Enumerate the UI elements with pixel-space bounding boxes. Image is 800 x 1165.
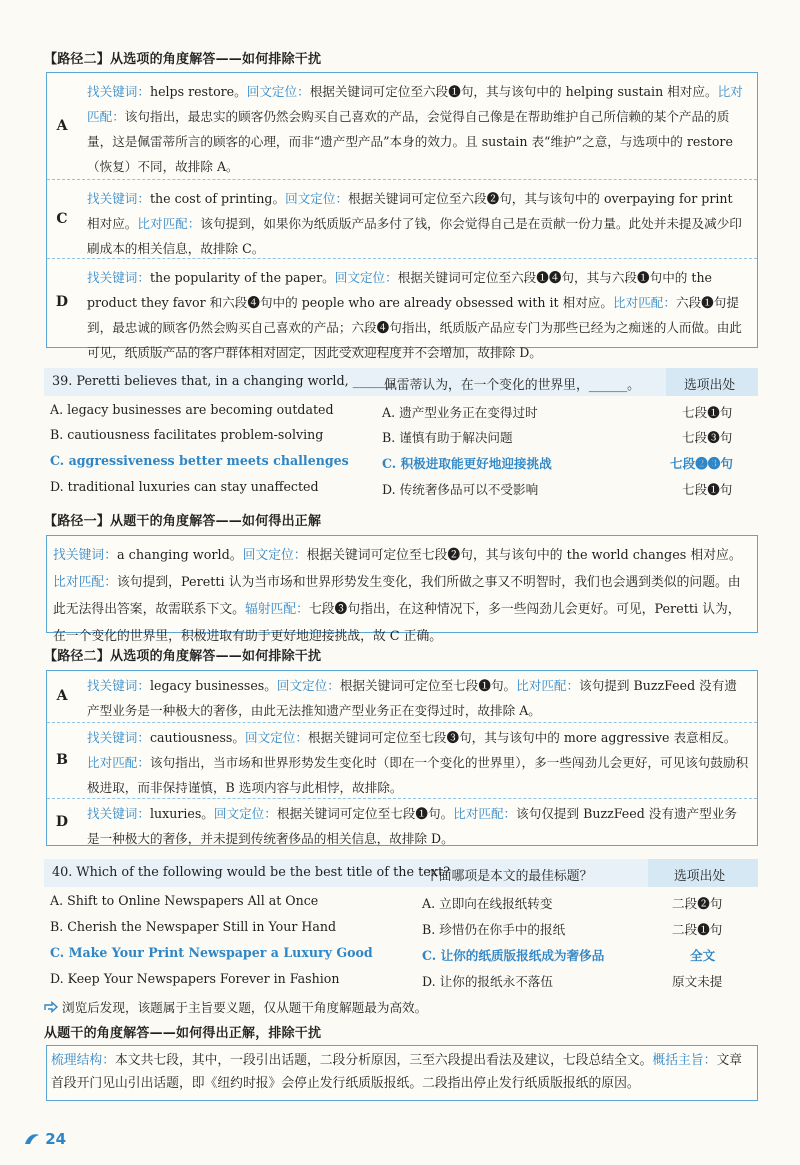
option-row bbox=[50, 893, 760, 915]
compare-text: 该句指出，最忠实的顾客仍然会购买自己喜欢的产品，会觉得自己像是在帮助维护自己所信赖的某个产品的质量，这是佩雷蒂所言的顾客的心理，而非“遗产型产品”本身的效力。且 sustain 表“维护”之意，与选项中的 restore（恢复）不同，故排除 A。 bbox=[87, 109, 733, 174]
label-keyword: 找关键词： bbox=[87, 270, 150, 285]
locate-text: 根据关键词可定位至七段❷句，其与该句中的 the world changes 相对应。 bbox=[306, 548, 742, 563]
label-locate: 回文定位： bbox=[242, 548, 307, 563]
locate-text: 根据关键词可定位至七段❶句。 bbox=[339, 678, 517, 693]
option-row bbox=[50, 479, 760, 501]
question-40-stem-row bbox=[44, 859, 758, 887]
option-source: 七段❸句 bbox=[682, 430, 733, 445]
label-locate: 回文定位： bbox=[276, 678, 340, 693]
option-cn: A. 遗产型业务正在变得过时 bbox=[382, 405, 538, 420]
option-letter: A bbox=[56, 117, 68, 134]
keyword-text: the cost of printing。 bbox=[149, 191, 286, 206]
label-keyword: 找关键词： bbox=[87, 806, 150, 821]
label-keyword: 找关键词： bbox=[87, 678, 150, 693]
analysis-row bbox=[47, 259, 757, 360]
structure-text: 本文共七段，其中，一段引出话题，二段分析原因，三至六段提出看法及建议，七段总结全文。 bbox=[114, 1053, 653, 1068]
keyword-text: legacy businesses。 bbox=[149, 678, 277, 693]
option-en: B. Cherish the Newspaper Still in Your Hand bbox=[50, 919, 337, 934]
label-compare: 比对匹配： bbox=[137, 216, 201, 231]
option-en: D. traditional luxuries can stay unaffected bbox=[50, 479, 319, 494]
question-39-stem-row bbox=[44, 368, 758, 396]
label-structure: 梳理结构： bbox=[51, 1053, 115, 1068]
section-header-path1: 【路径一】从题干的角度解答——如何得出正解 bbox=[44, 514, 322, 529]
source-header-cell bbox=[666, 368, 758, 396]
hand-pointer-icon bbox=[44, 1001, 58, 1013]
option-source: 二段❶句 bbox=[672, 922, 723, 937]
option-row bbox=[50, 919, 760, 941]
option-letter: D bbox=[55, 294, 69, 310]
structure-summary-box bbox=[46, 1045, 758, 1101]
page-number bbox=[24, 1130, 66, 1148]
option-source: 全文 bbox=[690, 948, 716, 963]
label-compare: 比对匹配： bbox=[613, 295, 676, 310]
option-source: 原文未提 bbox=[672, 974, 723, 989]
option-source: 二段❷句 bbox=[672, 896, 723, 911]
option-cn: D. 传统奢侈品可以不受影响 bbox=[382, 482, 539, 497]
option-letter: B bbox=[56, 752, 68, 768]
label-locate: 回文定位： bbox=[334, 270, 398, 285]
question-stem-en: 39. Peretti believes that, in a changing world, ______. bbox=[52, 374, 396, 389]
section-header-path2: 【路径二】从选项的角度解答——如何排除干扰 bbox=[44, 649, 322, 664]
option-source: 七段❶句 bbox=[682, 405, 733, 420]
label-keyword: 找关键词： bbox=[87, 84, 150, 99]
option-analysis-box-q39 bbox=[46, 670, 758, 846]
label-locate: 回文定位： bbox=[244, 730, 308, 745]
radiate-text: 七段❸句指出，在这种情况下，多一些闯劲儿会更好。可见，Peretti 认为，在一个变化的世界里，积极进取有助于更好地迎接挑战，故 C 正确。 bbox=[53, 602, 741, 644]
label-keyword: 找关键词： bbox=[53, 548, 117, 563]
label-main-idea: 概括主旨： bbox=[652, 1053, 717, 1068]
option-cn: D. 让你的报纸永不落伍 bbox=[422, 974, 553, 989]
compare-text: 该句指出，当市场和世界形势发生变化时（即在一个变化的世界里），多一些闯劲儿会更好，可见该句鼓励积极进取，而非保持谨慎，B 选项内容与此相悖，故排除。 bbox=[87, 755, 749, 795]
tip-text: 浏览后发现，该题属于主旨要义题，仅从题干角度解题最为高效。 bbox=[62, 1000, 428, 1015]
keyword-text: cautiousness。 bbox=[149, 730, 245, 745]
main-idea-text: 文章首段开门见山引出话题，即《纽约时报》会停止发行纸质版报纸。二段指出停止发行纸质版报纸的原因。 bbox=[51, 1053, 743, 1091]
question-stem-cn: 下面哪项是本文的最佳标题？ bbox=[426, 869, 593, 884]
label-compare: 比对匹配： bbox=[453, 806, 517, 821]
question-stem-cn: 佩雷蒂认为，在一个变化的世界里，______。 bbox=[384, 378, 640, 393]
label-compare: 比对匹配： bbox=[87, 84, 743, 124]
locate-text: 根据关键词可定位至六段❶❹句，其与六段❶句中的 the product they favor 和六段❹句中的 people who are already obsessed with it 相对应。 bbox=[87, 270, 713, 310]
option-source: 七段❶句 bbox=[682, 482, 733, 497]
option-en: A. Shift to Online Newspapers All at Once bbox=[50, 893, 319, 908]
locate-text: 根据关键词可定位至六段❶句，其与该句中的 helping sustain 相对应。 bbox=[309, 84, 718, 99]
label-keyword: 找关键词： bbox=[87, 730, 150, 745]
option-row-correct bbox=[50, 453, 760, 475]
source-header: 选项出处 bbox=[674, 869, 726, 884]
option-analysis-box-q38 bbox=[46, 72, 758, 360]
keyword-text: a changing world。 bbox=[116, 548, 243, 563]
option-cn: C. 让你的纸质版报纸成为奢侈品 bbox=[422, 948, 605, 963]
keyword-text: the popularity of the paper。 bbox=[149, 270, 335, 285]
source-header: 选项出处 bbox=[684, 378, 736, 393]
option-en: C. Make Your Print Newspaper a Luxury Good bbox=[50, 945, 373, 960]
wing-logo-icon bbox=[24, 1133, 40, 1145]
section-header-stem: 从题干的角度解答——如何得出正解，排除干扰 bbox=[44, 1026, 322, 1041]
label-locate: 回文定位： bbox=[246, 84, 310, 99]
option-row bbox=[50, 402, 760, 424]
tip-note bbox=[44, 997, 427, 1016]
option-cn: B. 谨慎有助于解决问题 bbox=[382, 430, 513, 445]
keyword-text: luxuries。 bbox=[149, 806, 214, 821]
option-cn: B. 珍惜仍在你手中的报纸 bbox=[422, 922, 566, 937]
compare-text: 该句提到，Peretti 认为当市场和世界形势发生变化，我们所做之事又不明智时，我们也会遇到类似的问题。由此无法得出答案，故需联系下文。 bbox=[53, 575, 741, 617]
analysis-row bbox=[47, 671, 757, 723]
option-en: C. aggressiveness better meets challenges bbox=[50, 453, 349, 468]
compare-text: 该句提到，如果你为纸质版产品多付了钱，你会觉得自己是在贡献一份力量。此处并未提及减少印刷成本的相关信息，故排除 C。 bbox=[87, 216, 742, 256]
label-radiate: 辐射匹配： bbox=[244, 602, 309, 617]
option-en: D. Keep Your Newspapers Forever in Fashion bbox=[50, 971, 340, 986]
keyword-text: helps restore。 bbox=[149, 84, 247, 99]
analysis-row bbox=[47, 723, 757, 799]
label-compare: 比对匹配： bbox=[516, 678, 580, 693]
option-en: B. cautiousness facilitates problem-solving bbox=[50, 427, 324, 442]
label-compare: 比对匹配： bbox=[87, 755, 150, 770]
compare-text: 该句提到 BuzzFeed 没有遗产型业务是一种极大的奢侈，由此无法推知遗产型业务正在变得过时，故排除 A。 bbox=[87, 678, 737, 718]
option-letter: C bbox=[56, 210, 68, 227]
stem-analysis-box-q39 bbox=[46, 535, 758, 644]
option-letter: A bbox=[56, 688, 68, 704]
option-cn: A. 立即向在线报纸转变 bbox=[422, 896, 553, 911]
label-locate: 回文定位： bbox=[285, 191, 349, 206]
analysis-row bbox=[47, 180, 757, 259]
option-row-correct bbox=[50, 945, 760, 967]
locate-text: 根据关键词可定位至六段❷句，其与该句中的 overpaying for print 相对应。 bbox=[87, 191, 733, 231]
analysis-row bbox=[47, 73, 757, 180]
option-en: A. legacy businesses are becoming outdated bbox=[50, 402, 334, 417]
compare-text: 该句仅提到 BuzzFeed 没有遗产型业务是一种极大的奢侈，并未提到传统奢侈品的相关信息，故排除 D。 bbox=[87, 806, 737, 846]
analysis-row bbox=[47, 799, 757, 845]
option-letter: D bbox=[55, 813, 69, 830]
locate-text: 根据关键词可定位至七段❸句，其与该句中的 more aggressive 表意相反。 bbox=[307, 730, 737, 745]
option-row bbox=[50, 427, 760, 449]
label-compare: 比对匹配： bbox=[53, 575, 117, 590]
label-keyword: 找关键词： bbox=[87, 191, 150, 206]
section-header-path2: 【路径二】从选项的角度解答——如何排除干扰 bbox=[44, 52, 322, 67]
locate-text: 根据关键词可定位至七段❶句。 bbox=[276, 806, 454, 821]
option-cn: C. 积极进取能更好地迎接挑战 bbox=[382, 456, 552, 471]
label-locate: 回文定位： bbox=[213, 806, 277, 821]
source-header-cell bbox=[648, 859, 758, 887]
option-source: 七段❷❸句 bbox=[670, 456, 733, 471]
question-stem-en: 40. Which of the following would be the best title of the text? bbox=[52, 865, 451, 880]
option-row bbox=[50, 971, 760, 993]
compare-text: 六段❶句提到，最忠诚的顾客仍然会购买自己喜欢的产品；六段❹句指出，纸质版产品应专门为那些已经为之痴迷的人而做。由此可见，纸质版产品的客户群体相对固定，因此受欢迎程度并不会增加，故排除 D。 bbox=[87, 295, 742, 360]
page-number-text: 24 bbox=[45, 1130, 67, 1148]
